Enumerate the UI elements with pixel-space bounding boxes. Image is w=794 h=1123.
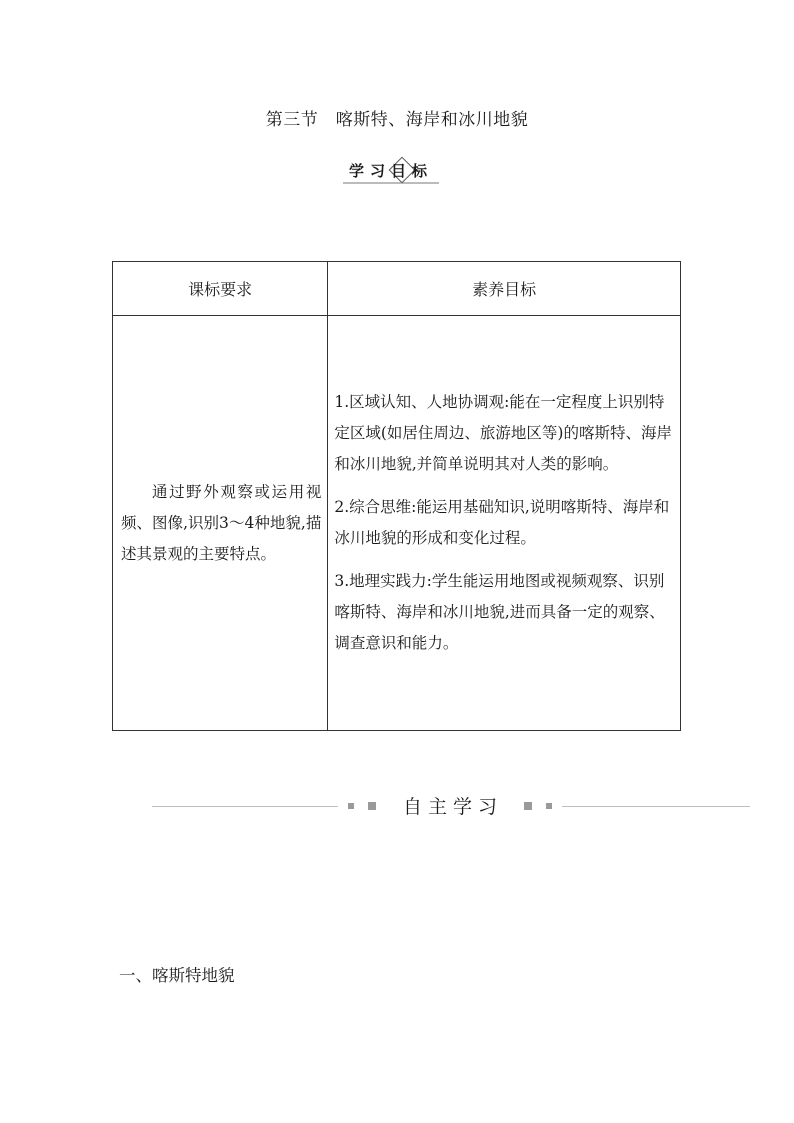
literacy-item: 3.地理实践力:学生能运用地图或视频观察、识别喀斯特、海岸和冰川地貌,进而具备一定的观察、调查意识和能力。 (334, 572, 665, 652)
goals-badge-text: 学习目标 (348, 162, 433, 180)
divider-square-icon (524, 802, 532, 810)
header-literacy: 素养目标 (328, 262, 681, 316)
table-header-row (113, 262, 681, 316)
literacy-item: 1.区域认知、人地协调观:能在一定程度上识别特定区域(如居住周边、旅游地区等)的喀斯特、海岸和冰川地貌,并简单说明其对人类的影响。 (334, 393, 672, 473)
divider-square-icon (368, 802, 376, 810)
divider-square-icon (348, 803, 354, 809)
page-title: 第三节 喀斯特、海岸和冰川地貌 (265, 110, 529, 130)
section-divider (152, 792, 750, 822)
header-curriculum: 课标要求 (113, 262, 328, 316)
literacy-item: 2.综合思维:能运用基础知识,说明喀斯特、海岸和冰川地貌的形成和变化过程。 (334, 498, 670, 547)
table-row (113, 316, 681, 731)
subheading: 一、喀斯特地貌 (119, 966, 235, 985)
curriculum-cell (113, 316, 328, 731)
literacy-cell (328, 316, 681, 731)
divider-square-icon (546, 803, 552, 809)
divider-line-left (152, 806, 338, 807)
section-title: 自主学习 (402, 796, 503, 818)
learning-goals-badge (343, 156, 443, 186)
curriculum-text: 通过野外观察或运用视频、图像,识别3～4种地貌,描述其景观的主要特点。 (121, 482, 322, 563)
goals-table (112, 261, 681, 731)
divider-line-right (562, 806, 750, 807)
